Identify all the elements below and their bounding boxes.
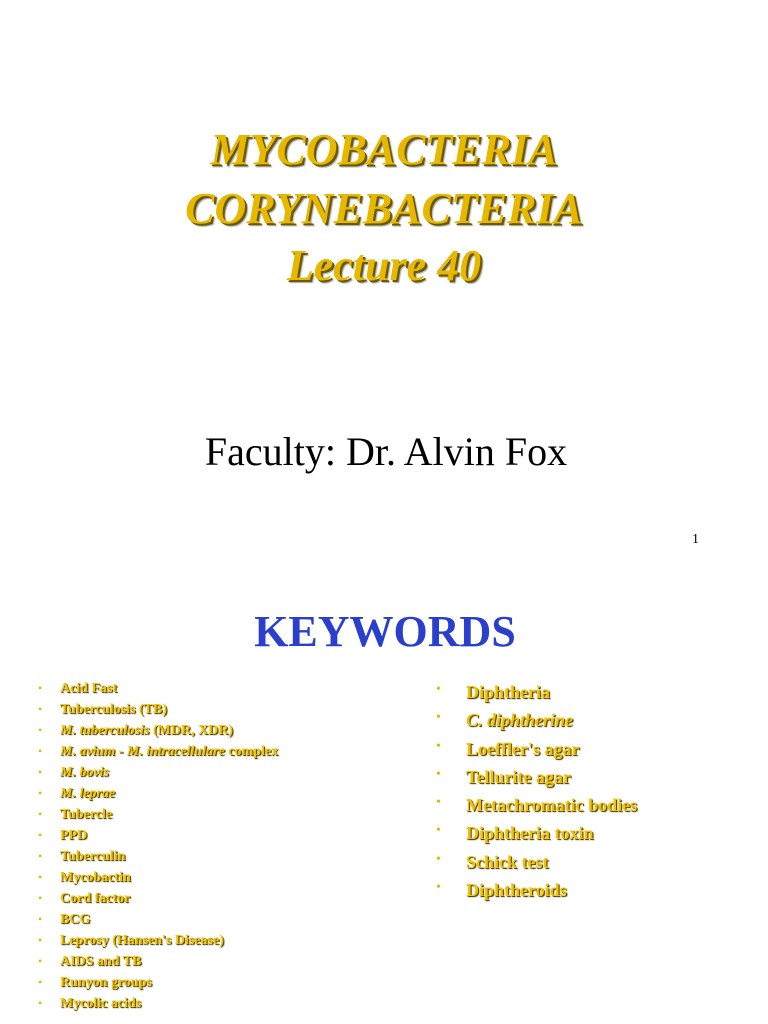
keyword-italic-text: M. tuberculosis <box>60 723 150 738</box>
bullet-icon: • <box>38 870 43 884</box>
keyword-text: Metachromatic bodies <box>466 795 638 816</box>
bullet-icon: • <box>38 933 43 947</box>
keyword-item <box>436 706 637 734</box>
keyword-text: Tuberculosis (TB) <box>60 702 167 717</box>
keyword-item <box>38 720 278 741</box>
keyword-item <box>38 951 278 972</box>
bullet-icon: • <box>436 682 441 697</box>
keyword-item <box>38 741 278 762</box>
keywords-heading: KEYWORDS <box>254 607 516 656</box>
keyword-item <box>38 846 278 867</box>
keyword-text: Mycolic acids <box>60 996 142 1011</box>
faculty-line: Faculty: Dr. Alvin Fox <box>204 429 568 474</box>
left-keyword-list <box>38 678 278 1014</box>
keyword-text: PPD <box>60 828 88 843</box>
bullet-icon: • <box>436 766 441 782</box>
bullet-icon: • <box>38 765 43 779</box>
keyword-item <box>38 867 278 888</box>
keyword-item <box>38 825 278 846</box>
keyword-item <box>38 930 278 951</box>
keyword-text: complex <box>224 744 279 759</box>
right-keyword-list <box>436 678 637 904</box>
keyword-text: Runyon groups <box>60 975 152 990</box>
bullet-icon: • <box>38 681 43 695</box>
keyword-italic-text: C. diphtherine <box>466 710 574 731</box>
keyword-text: Cord factor <box>60 891 131 906</box>
title-line-1: MYCOBACTERIA <box>210 125 558 174</box>
keyword-text: Tuberculin <box>60 849 126 864</box>
keyword-text: (MDR, XDR) <box>149 723 234 738</box>
bullet-icon: • <box>38 975 43 989</box>
keywords-slide <box>0 570 768 1024</box>
keyword-item <box>436 678 637 706</box>
keyword-item <box>436 735 637 763</box>
keyword-item <box>38 993 278 1014</box>
keyword-item <box>436 763 637 791</box>
bullet-icon: • <box>436 880 441 896</box>
bullet-icon: • <box>436 823 441 839</box>
keyword-item <box>38 909 278 930</box>
keyword-text: Tubercle <box>60 807 113 822</box>
title-line-3: Lecture 40 <box>286 241 482 290</box>
keyword-item <box>436 791 637 819</box>
bullet-icon: • <box>436 738 441 754</box>
keyword-text: AIDS and TB <box>60 954 142 969</box>
keyword-item <box>38 888 278 909</box>
bullet-icon: • <box>38 744 43 758</box>
keyword-italic-text: M. bovis <box>60 765 109 780</box>
keyword-item <box>436 876 637 904</box>
keyword-item <box>38 972 278 993</box>
keyword-item <box>38 699 278 720</box>
keyword-item <box>436 819 637 847</box>
keyword-item <box>38 804 278 825</box>
keyword-text: Leprosy (Hansen's Disease) <box>60 933 224 948</box>
keyword-item <box>38 678 278 699</box>
bullet-icon: • <box>38 786 43 800</box>
bullet-icon: • <box>38 954 43 968</box>
keyword-text: BCG <box>60 912 91 927</box>
bullet-icon: • <box>436 710 441 726</box>
keyword-text: Diphtheria <box>466 682 551 702</box>
bullet-icon: • <box>38 996 43 1010</box>
keyword-text: Tellurite agar <box>466 766 571 787</box>
keyword-text: Diphtheria toxin <box>466 823 594 844</box>
keyword-italic-text: M. leprae <box>60 786 116 801</box>
keyword-text: Mycobactin <box>60 870 131 885</box>
bullet-icon: • <box>38 807 43 821</box>
keyword-italic-text: M. avium - M. intracellulare <box>60 744 225 759</box>
keyword-item <box>38 762 278 783</box>
page-number: 1 <box>692 532 699 547</box>
title-line-2: CORYNEBACTERIA <box>185 184 583 233</box>
bullet-icon: • <box>436 851 441 867</box>
bullet-icon: • <box>38 912 43 926</box>
keyword-text: Diphtheroids <box>466 880 567 901</box>
bullet-icon: • <box>38 828 43 842</box>
bullet-icon: • <box>38 723 43 737</box>
bullet-icon: • <box>436 795 441 811</box>
keyword-item <box>436 848 637 876</box>
bullet-icon: • <box>38 891 43 905</box>
keyword-item <box>38 783 278 804</box>
keyword-text: Loeffler's agar <box>466 738 580 759</box>
bullet-icon: • <box>38 702 43 716</box>
bullet-icon: • <box>38 849 43 863</box>
keyword-text: Acid Fast <box>60 681 118 696</box>
keyword-text: Schick test <box>466 851 549 872</box>
